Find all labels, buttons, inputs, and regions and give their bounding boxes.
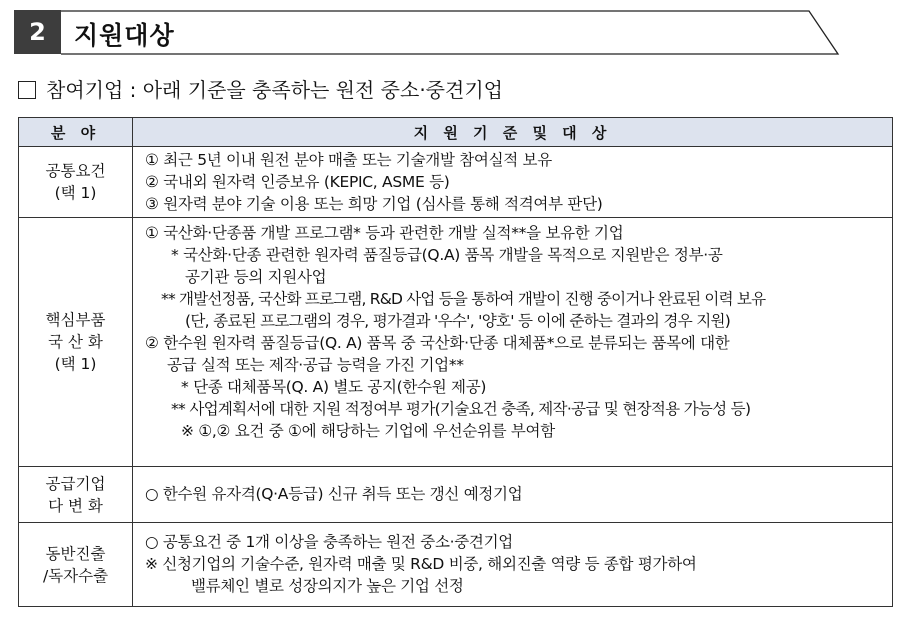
checkbox-square-icon [18,81,36,99]
criteria-line: 밸류체인 별로 성장의지가 높은 기업 선정 [191,577,464,595]
row-content [133,467,893,523]
section-header [14,10,840,56]
criteria-line: ※ ①,② 요건 중 ①에 해당하는 기업에 우선순위를 부여함 [181,422,555,440]
table-row [19,467,893,523]
row-category: 동반진출 /독자수출 [19,523,133,607]
support-criteria-table [18,117,893,607]
table-header-row [19,118,893,147]
table-row [19,147,893,218]
criteria-line: ② 한수원 원자력 품질등급(Q. A) 품목 중 국산화·단종 대체품*으로 분류되는 품목에 대한 [145,334,730,352]
criteria-line: * 단종 대체품목(Q. A) 별도 공지(한수원 제공) [181,378,487,396]
criteria-line: ** 개발선정품, 국산화 프로그램, R&D 사업 등을 통하여 개발이 진행 중이거나 완료된 이력 보유 [161,290,766,308]
table-row [19,218,893,467]
row-content [133,147,893,218]
row-category: 공급기업 다 변 화 [19,467,133,523]
criteria-line: (단, 종료된 프로그램의 경우, 평가결과 '우수', '양호' 등 이에 준하는 결과의 경우 지원) [185,312,731,330]
section-number-badge: 2 [14,10,61,54]
criteria-line: ① 최근 5년 이내 원전 분야 매출 또는 기술개발 참여실적 보유 [145,151,552,169]
criteria-line: ③ 원자력 분야 기술 이용 또는 희망 기업 (심사를 통해 적격여부 판단) [145,195,603,213]
row-content [133,523,893,607]
subtitle [18,74,503,103]
criteria-line: ** 사업계획서에 대한 지원 적정여부 평가(기술요건 충족, 제작·공급 및 현장적용 가능성 등) [171,400,751,418]
criteria-line: 공급 실적 또는 제작·공급 능력을 가진 기업** [167,356,464,374]
row-content [133,218,893,467]
column-header-field: 분 야 [19,118,133,147]
criteria-line: 공기관 등의 지원사업 [185,268,327,286]
section-title: 지원대상 [74,21,175,50]
row-category: 공통요건 (택 1) [19,147,133,218]
table-row [19,523,893,607]
subtitle-text: 참여기업 : 아래 기준을 충족하는 원전 중소·중견기업 [46,78,503,102]
criteria-line: * 국산화·단종 관련한 원자력 품질등급(Q.A) 품목 개발을 목적으로 지원받은 정부·공 [171,246,723,264]
criteria-line: ① 국산화·단종품 개발 프로그램* 등과 관련한 개발 실적**을 보유한 기업 [145,224,624,242]
criteria-line: ② 국내외 원자력 인증보유 (KEPIC, ASME 등) [145,173,450,191]
criteria-line: ※ 신청기업의 기술수준, 원자력 매출 및 R&D 비중, 해외진출 역량 등 종합 평가하여 [145,555,697,573]
criteria-line: ○ 공통요건 중 1개 이상을 충족하는 원전 중소·중견기업 [145,533,513,551]
criteria-line: ○ 한수원 유자격(Q·A등급) 신규 취득 또는 갱신 예정기업 [145,485,523,503]
column-header-criteria: 지 원 기 준 및 대 상 [133,118,893,147]
row-category: 핵심부품 국 산 화 (택 1) [19,218,133,467]
